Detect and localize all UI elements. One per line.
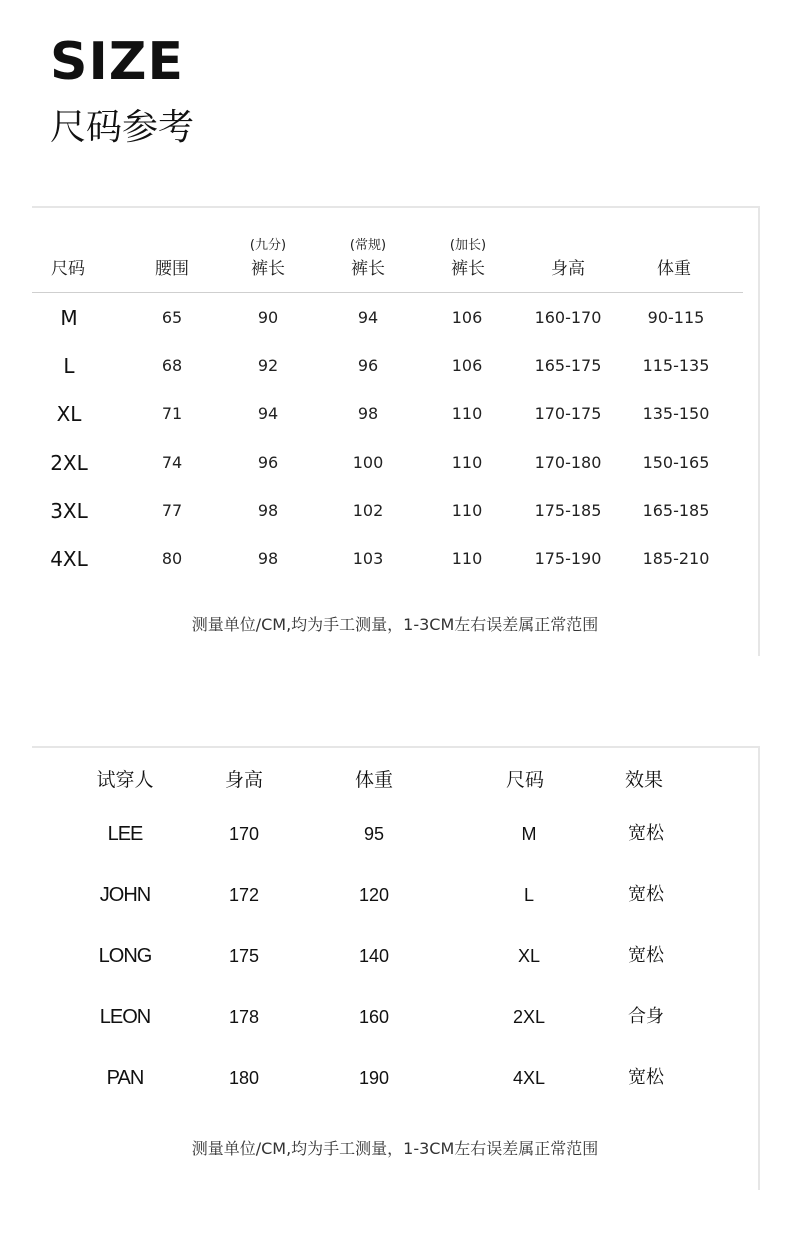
cell-length-regular: 102 bbox=[352, 501, 384, 520]
cell-height: 175 bbox=[228, 946, 260, 966]
header-height: 身高 bbox=[224, 769, 263, 791]
cell-height: 172 bbox=[228, 885, 260, 905]
cell-length-cropped: 98 bbox=[257, 549, 279, 568]
cell-size: L bbox=[523, 885, 534, 905]
table-row bbox=[32, 1058, 758, 1098]
cell-length-regular: 98 bbox=[357, 404, 379, 423]
cell-tester: PAN bbox=[106, 1067, 144, 1089]
cell-length-cropped: 98 bbox=[257, 501, 279, 520]
cell-height: 170 bbox=[228, 824, 260, 844]
cell-weight: 165-185 bbox=[642, 501, 710, 520]
cell-tester: LEE bbox=[107, 823, 143, 845]
table-row bbox=[32, 294, 743, 342]
table-row bbox=[32, 535, 743, 583]
measurement-note: 测量单位/CM,均为手工测量，1-3CM左右误差属正常范围 bbox=[191, 615, 599, 634]
cell-length-cropped: 92 bbox=[257, 356, 279, 375]
cell-weight: 140 bbox=[358, 946, 390, 966]
cell-fit: 宽松 bbox=[628, 823, 664, 844]
cell-weight: 150-165 bbox=[642, 453, 710, 472]
measurement-note: 测量单位/CM,均为手工测量，1-3CM左右误差属正常范围 bbox=[191, 1139, 599, 1158]
cell-size: 3XL bbox=[50, 499, 88, 523]
cell-weight: 115-135 bbox=[642, 356, 710, 375]
header-size: 尺码 bbox=[505, 769, 544, 791]
cell-height: 160-170 bbox=[534, 308, 602, 327]
header-height: 身高 bbox=[551, 259, 585, 279]
cell-size: XL bbox=[517, 946, 541, 966]
cell-height: 170-175 bbox=[534, 404, 602, 423]
cell-waist: 65 bbox=[161, 308, 183, 327]
cell-tester: JOHN bbox=[99, 884, 151, 906]
cell-weight: 135-150 bbox=[642, 404, 710, 423]
table-row bbox=[32, 997, 758, 1037]
cell-size: 4XL bbox=[512, 1068, 546, 1088]
cell-waist: 68 bbox=[161, 356, 183, 375]
cell-waist: 74 bbox=[161, 453, 183, 472]
tryon-card bbox=[32, 746, 760, 1190]
cell-length-long: 110 bbox=[451, 453, 483, 472]
cell-length-long: 110 bbox=[451, 501, 483, 520]
size-chart-card bbox=[32, 206, 760, 656]
page-title-cn: 尺码参考 bbox=[50, 107, 195, 148]
cell-size: 2XL bbox=[512, 1007, 546, 1027]
tryon-table-header bbox=[32, 764, 758, 796]
cell-size: XL bbox=[56, 402, 82, 426]
cell-waist: 80 bbox=[161, 549, 183, 568]
cell-weight: 90-115 bbox=[647, 308, 705, 327]
header-size: 尺码 bbox=[51, 259, 85, 279]
cell-height: 175-185 bbox=[534, 501, 602, 520]
table-row bbox=[32, 936, 758, 976]
cell-weight: 95 bbox=[363, 824, 385, 844]
cell-fit: 合身 bbox=[628, 1006, 664, 1027]
table-row bbox=[32, 487, 743, 535]
table-row bbox=[32, 814, 758, 854]
header-length-cropped: (九分) 裤长 bbox=[249, 238, 287, 279]
size-table-header bbox=[32, 208, 743, 293]
cell-height: 165-175 bbox=[534, 356, 602, 375]
cell-length-regular: 94 bbox=[357, 308, 379, 327]
cell-waist: 77 bbox=[161, 501, 183, 520]
cell-fit: 宽松 bbox=[628, 1067, 664, 1088]
cell-length-regular: 103 bbox=[352, 549, 384, 568]
cell-length-regular: 96 bbox=[357, 356, 379, 375]
cell-weight: 160 bbox=[358, 1007, 390, 1027]
header-tester: 试穿人 bbox=[96, 769, 154, 791]
header-fit: 效果 bbox=[624, 769, 663, 791]
cell-fit: 宽松 bbox=[628, 945, 664, 966]
cell-height: 170-180 bbox=[534, 453, 602, 472]
cell-weight: 185-210 bbox=[642, 549, 710, 568]
cell-size: 4XL bbox=[50, 547, 88, 571]
cell-height: 180 bbox=[228, 1068, 260, 1088]
cell-size: L bbox=[63, 354, 75, 378]
header-length-regular: (常规) 裤长 bbox=[349, 238, 387, 279]
header-weight: 体重 bbox=[354, 769, 393, 791]
cell-height: 175-190 bbox=[534, 549, 602, 568]
cell-fit: 宽松 bbox=[628, 884, 664, 905]
header-waist: 腰围 bbox=[155, 259, 189, 279]
cell-tester: LEON bbox=[99, 1006, 151, 1028]
table-row bbox=[32, 875, 758, 915]
page-title-en: SIZE bbox=[50, 32, 185, 92]
cell-length-cropped: 90 bbox=[257, 308, 279, 327]
cell-length-long: 106 bbox=[451, 356, 483, 375]
cell-waist: 71 bbox=[161, 404, 183, 423]
cell-weight: 120 bbox=[358, 885, 390, 905]
table-row bbox=[32, 439, 743, 487]
cell-length-long: 106 bbox=[451, 308, 483, 327]
cell-size: 2XL bbox=[50, 451, 88, 475]
table-row bbox=[32, 342, 743, 390]
cell-tester: LONG bbox=[98, 945, 152, 967]
cell-length-long: 110 bbox=[451, 404, 483, 423]
cell-length-long: 110 bbox=[451, 549, 483, 568]
cell-length-regular: 100 bbox=[352, 453, 384, 472]
cell-weight: 190 bbox=[358, 1068, 390, 1088]
cell-height: 178 bbox=[228, 1007, 260, 1027]
header-length-long: (加长) 裤长 bbox=[449, 238, 487, 279]
cell-size: M bbox=[60, 306, 78, 330]
header-weight: 体重 bbox=[657, 259, 691, 279]
cell-length-cropped: 94 bbox=[257, 404, 279, 423]
cell-size: M bbox=[521, 824, 537, 844]
table-row bbox=[32, 390, 743, 438]
cell-length-cropped: 96 bbox=[257, 453, 279, 472]
